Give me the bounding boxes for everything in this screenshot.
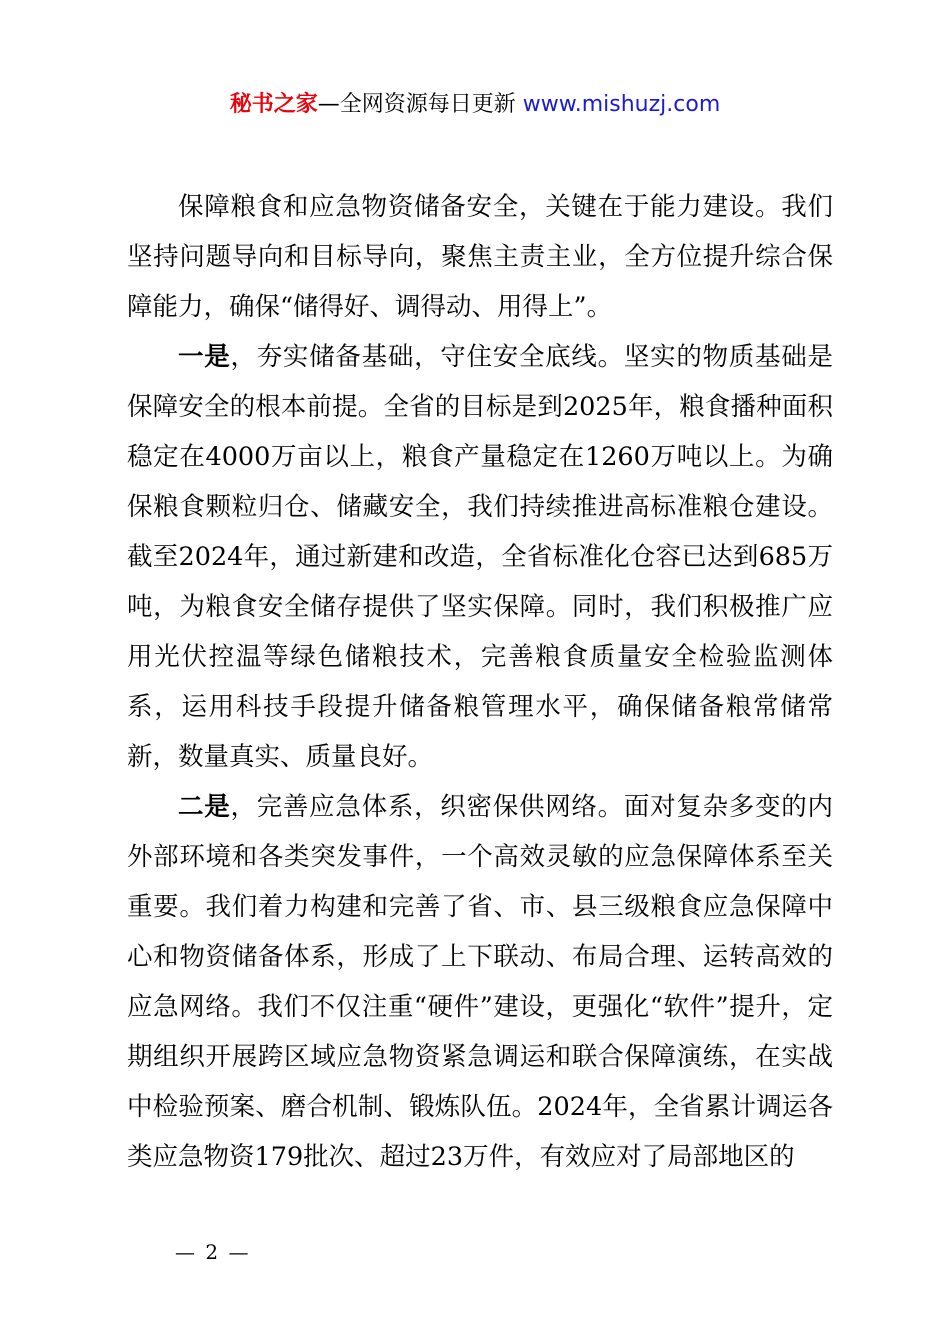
- page-number: — 2 —: [175, 1240, 251, 1264]
- brand-name: 秘书之家: [229, 92, 318, 117]
- paragraph-text: 保障粮食和应急物资储备安全，关键在于能力建设。我们坚持问题导向和目标导向，聚焦主责主业，全方位提升综合保障能力，确保“储得好、调得动、用得上”。: [127, 192, 833, 322]
- paragraph-lead: 二是: [178, 792, 231, 822]
- paragraph-text: ，夯实储备基础，守住安全底线。坚实的物质基础是保障安全的根本前提。全省的目标是到2025年，粮食播种面积稳定在4000万亩以上，粮食产量稳定在1260万吨以上。为确保粮食颗粒归仓、储藏安全，我们持续推进高标准粮仓建设。截至2024年，通过新建和改造，全省标准化仓容已达到685万吨，为粮食安全储存提供了坚实保障。同时，我们积极推广应用光伏控温等绿色储粮技术，完善粮食质量安全检验监测体系，运用科技手段提升储备粮管理水平，确保储备粮常储常新，数量真实、质量良好。: [127, 342, 833, 772]
- paragraph-lead: 一是: [178, 342, 231, 372]
- paragraph-intro: [127, 182, 833, 332]
- site-url-link[interactable]: www.mishuzj.com: [522, 92, 721, 117]
- document-body: [127, 182, 833, 1182]
- paragraph-point-one: [127, 332, 833, 782]
- header-tagline: —全网资源每日更新: [317, 92, 516, 117]
- paragraph-text: ，完善应急体系，织密保供网络。面对复杂多变的内外部环境和各类突发事件，一个高效灵敏的应急保障体系至关重要。我们着力构建和完善了省、市、县三级粮食应急保障中心和物资储备体系，形成了上下联动、布局合理、运转高效的应急网络。我们不仅注重“硬件”建设，更强化“软件”提升，定期组织开展跨区域应急物资紧急调运和联合保障演练，在实战中检验预案、磨合机制、锻炼队伍。2024年，全省累计调运各类应急物资179批次、超过23万件，有效应对了局部地区的: [127, 792, 833, 1172]
- paragraph-point-two: [127, 782, 833, 1182]
- site-header: [0, 88, 950, 122]
